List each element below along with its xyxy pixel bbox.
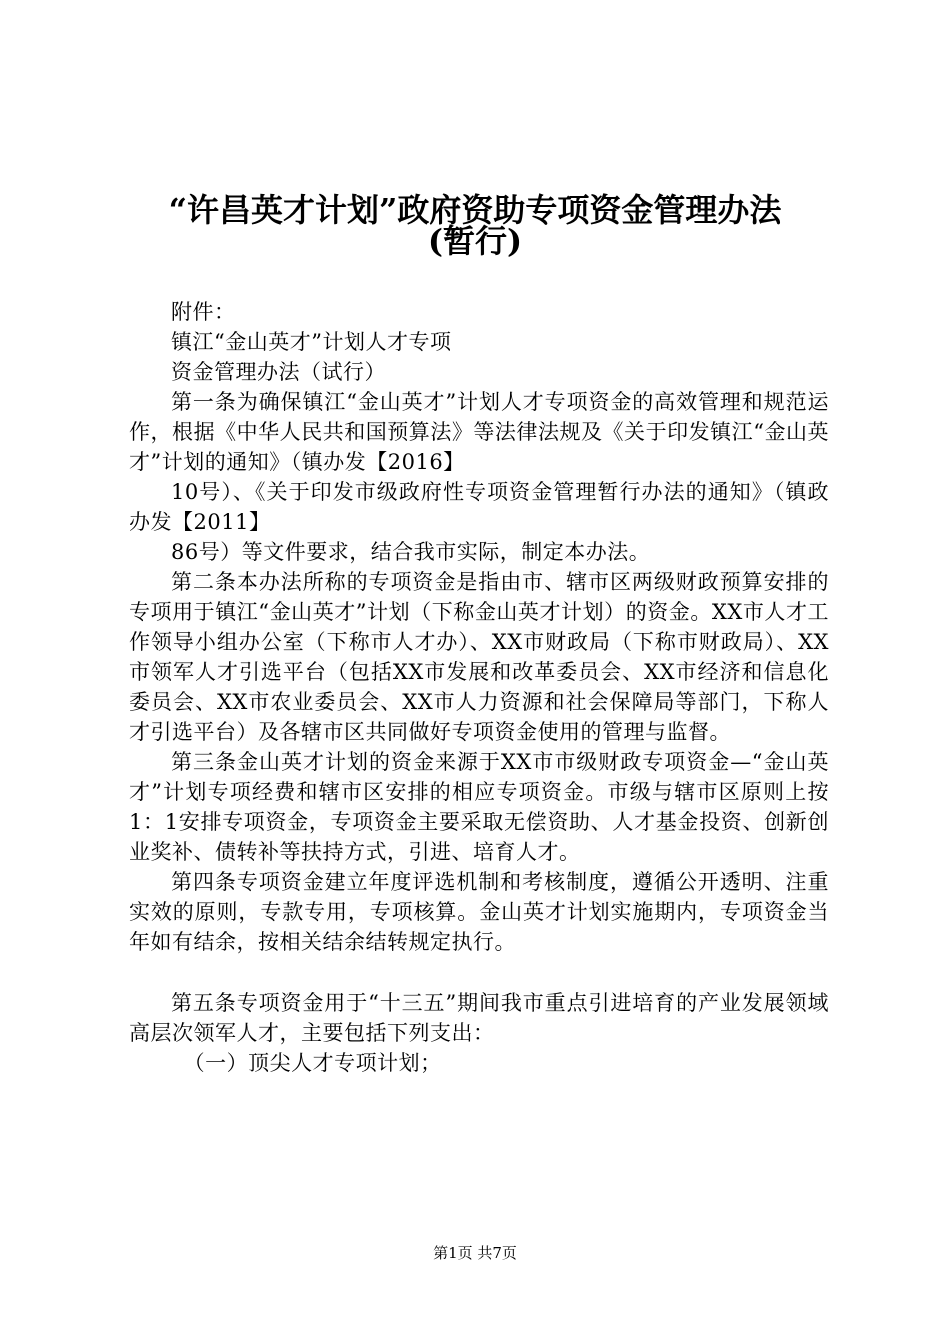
document-body: [129, 297, 829, 1078]
paragraph-article-2: 第二条本办法所称的专项资金是指由市、辖市区两级财政预算安排的专项用于镇江“金山英才”计划（下称金山英才计划）的资金。XX市人才工作领导小组办公室（下称市人才办）、XX市财政局（下称市财政局）、XX市领军人才引选平台（包括XX市发展和改革委员会、XX市经济和信息化委员会、XX市农业委员会、XX市人力资源和社会保障局等部门，下称人才引选平台）及各辖市区共同做好专项资金使用的管理与监督。: [129, 570, 829, 744]
page-footer: 第1页 共7页: [433, 1244, 517, 1262]
paragraph-subtitle-2: 资金管理办法（试行）: [171, 360, 386, 384]
paragraph-item-1: （一）顶尖人才专项计划；: [183, 1051, 442, 1075]
paragraph-subtitle-1: 镇江“金山英才”计划人才专项: [171, 330, 452, 354]
paragraph-article-3: 第三条金山英才计划的资金来源于XX市市级财政专项资金—“金山英才”计划专项经费和辖市区安排的相应专项资金。市级与辖市区原则上按1：1安排专项资金，专项资金主要采取无偿资助、人才基金投资、创新创业奖补、债转补等扶持方式，引进、培育人才。: [129, 750, 829, 864]
document-title-line-1: “许昌英才计划”政府资助专项资金管理办法: [168, 191, 782, 229]
document-title-line-2: (暂行): [427, 222, 523, 260]
paragraph-article-1-cont-b: 86号）等文件要求，结合我市实际，制定本办法。: [171, 540, 651, 564]
paragraph-article-1: 第一条为确保镇江“金山英才”计划人才专项资金的高效管理和规范运作，根据《中华人民共和国预算法》等法律法规及《关于印发镇江“金山英才”计划的通知》（镇办发【2016】: [129, 390, 829, 474]
paragraph-article-4: 第四条专项资金建立年度评选机制和考核制度，遵循公开透明、注重实效的原则，专款专用，专项核算。金山英才计划实施期内，专项资金当年如有结余，按相关结余结转规定执行。: [129, 870, 829, 954]
paragraph-attachment: 附件：: [171, 300, 236, 324]
paragraph-article-5: 第五条专项资金用于“十三五”期间我市重点引进培育的产业发展领域高层次领军人才，主要包括下列支出：: [129, 991, 829, 1045]
paragraph-article-1-cont-a: 10号）、《关于印发市级政府性专项资金管理暂行办法的通知》（镇政办发【2011】: [129, 480, 829, 534]
